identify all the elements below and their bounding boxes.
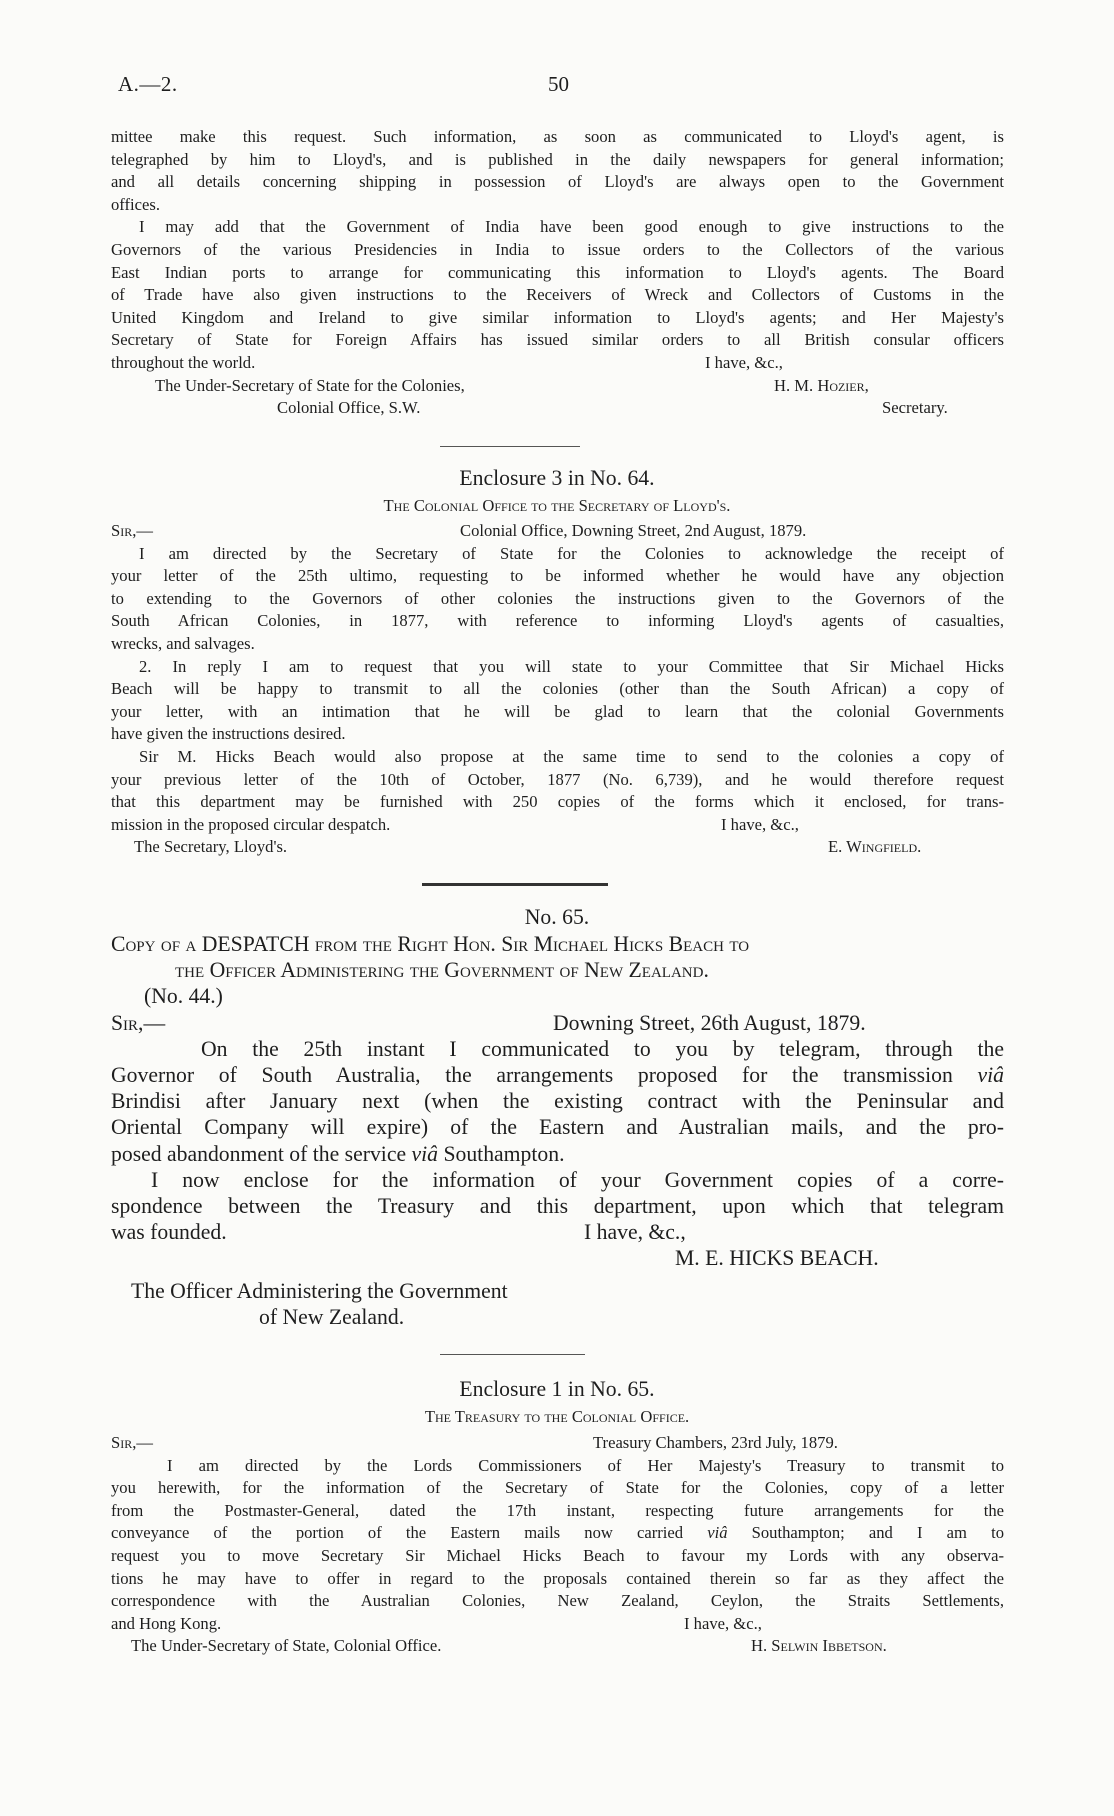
paragraph-line: mission in the proposed circular despatch. [111,814,391,834]
paragraph-line: mittee make this request. Such information, as soon as communicated to Lloyd's agent, is [111,127,1004,146]
salutation: Sir,— [111,1010,166,1035]
paragraph-line: I am directed by the Secretary of State for the Colonies to acknowledge the receipt of [139,543,1004,563]
paragraph-line: Sir M. Hicks Beach would also propose at the same time to send to the colonies a copy of [139,746,1004,766]
paragraph-line: your letter, with an intimation that he will be glad to learn that the colonial Governments [111,701,1004,721]
paragraph-line: Beach will be happy to transmit to all the colonies (other than the South African) a copy of [111,679,1004,699]
paragraph-line: I am directed by the Lords Commissioners of Her Majesty's Treasury to transmit to [167,1455,1004,1475]
paragraph-line: tions he may have to offer in regard to the proposals contained therein so far as they affect the [111,1568,1004,1588]
salutation: Sir,— [111,1433,153,1452]
enclosure-subtitle: The Colonial Office to the Secretary of Lloyd's. [383,496,731,515]
paragraph-line: United Kingdom and Ireland to give similar information to Lloyd's agents; and Her Majesty's [111,307,1004,327]
addressee: The Secretary, Lloyd's. [134,837,288,857]
paragraph-line: correspondence with the Australian Colonies, New Zealand, Ceylon, the Straits Settlements, [111,1591,1004,1611]
top-letter [111,126,1004,420]
paragraph-line: posed abandonment of the service viâ Southampton. [111,1141,565,1166]
divider [440,446,580,447]
addressee: of New Zealand. [259,1304,405,1329]
paragraph-line: and Hong Kong. [111,1613,222,1633]
signature: M. E. HICKS BEACH. [675,1246,879,1271]
paragraph-line: your letter of the 25th ultimo, requesting to be informed whether he would have any objection [111,566,1004,586]
addressee: Colonial Office, S.W. [277,398,421,418]
paragraph-line: conveyance of the portion of the Eastern mails now carried viâ Southampton; and I am to [111,1523,1004,1543]
paragraph-line: throughout the world. [111,352,256,372]
despatch-heading: the Officer Administering the Government of New Zealand. [175,958,709,983]
signature: H. Selwin Ibbetson. [751,1636,887,1656]
enclosure-subtitle: The Treasury to the Colonial Office. [424,1407,690,1426]
divider [440,1354,585,1355]
paragraph-line: Secretary of State for Foreign Affairs has issued similar orders to all British consular officers [111,330,1004,350]
paragraph-line: of Trade have also given instructions to the Receivers of Wreck and Collectors of Customs in the [111,285,1004,305]
paragraph-line: telegraphed by him to Lloyd's, and is published in the daily newspapers for general information; [111,149,1004,169]
despatch-heading: Copy of a DESPATCH from the Right Hon. Sir Michael Hicks Beach to [111,932,750,956]
paragraph-line: was founded. [111,1220,227,1245]
addressee: The Under-Secretary of State for the Colonies, [155,375,465,395]
dateline: Treasury Chambers, 23rd July, 1879. [593,1433,838,1452]
paragraph-line: you herewith, for the information of the Secretary of State for the Colonies, copy of a letter [111,1478,1004,1498]
despatch-number-ref: (No. 44.) [144,984,223,1009]
paragraph-line: Brindisi after January next (when the existing contract with the Peninsular and [111,1089,1004,1114]
paragraph-line: Oriental Company will expire) of the Eastern and Australian mails, and the pro- [111,1115,1004,1140]
signature: E. Wingfield. [828,837,922,857]
divider [422,883,608,886]
paragraph-line: have given the instructions desired. [111,724,346,744]
paragraph-line: and all details concerning shipping in possession of Lloyd's are always open to the Government [111,172,1004,192]
dateline: Colonial Office, Downing Street, 2nd August, 1879. [460,521,807,540]
closing: I have, &c., [705,352,783,372]
signature: H. M. Hozier, [774,375,869,395]
despatch-number: No. 65. [524,905,590,929]
enclosure-title: Enclosure 1 in No. 65. [459,1377,655,1401]
paragraph-line: your previous letter of the 10th of October, 1877 (No. 6,739), and he would therefore request [111,769,1004,789]
dateline: Downing Street, 26th August, 1879. [553,1010,866,1035]
closing: I have, &c., [584,1220,686,1245]
addressee: The Under-Secretary of State, Colonial Office. [131,1636,442,1656]
enclosure-1-letter [111,1432,1004,1658]
paragraph-line: I now enclose for the information of your Government copies of a corre- [151,1167,1004,1192]
paragraph-line: South African Colonies, in 1877, with reference to informing Lloyd's agents of casualties, [111,611,1004,631]
paragraph-line: from the Postmaster-General, dated the 17th instant, respecting future arrangements for the [111,1500,1004,1520]
closing: I have, &c., [684,1613,762,1633]
paragraph-line: Governor of South Australia, the arrangements proposed for the transmission viâ [111,1062,1004,1087]
closing: I have, &c., [721,814,799,834]
paragraph-line: spondence between the Treasury and this department, upon which that telegram [111,1193,1004,1218]
addressee: The Officer Administering the Government [131,1278,508,1303]
paragraph-line: to extending to the Governors of other colonies the instructions given to the Governors of the [111,588,1004,608]
paragraph-line: Governors of the various Presidencies in India to issue orders to the Collectors of the various [111,239,1004,259]
paragraph-line: that this department may be furnished with 250 copies of the forms which it enclosed, for trans- [111,792,1004,812]
paragraph-line: 2. In reply I am to request that you will state to your Committee that Sir Michael Hicks [139,656,1004,676]
paragraph-line: request you to move Secretary Sir Michael Hicks Beach to favour my Lords with any observa- [111,1545,1004,1565]
paragraph-line: On the 25th instant I communicated to you by telegram, through the [201,1036,1004,1061]
enclosure-3-letter [111,520,1004,859]
paragraph-line: wrecks, and salvages. [111,633,255,653]
signature-title: Secretary. [882,398,948,418]
despatch [111,931,1004,1330]
paragraph-line: East Indian ports to arrange for communicating this information to Lloyd's agents. The Board [111,262,1004,282]
salutation: Sir,— [111,521,153,540]
document-reference: A.—2. [118,72,178,96]
paragraph-line: offices. [111,194,160,214]
paragraph-line: I may add that the Government of India have been good enough to give instructions to the [139,217,1004,237]
enclosure-title: Enclosure 3 in No. 64. [459,466,655,490]
page-number: 50 [548,72,569,96]
